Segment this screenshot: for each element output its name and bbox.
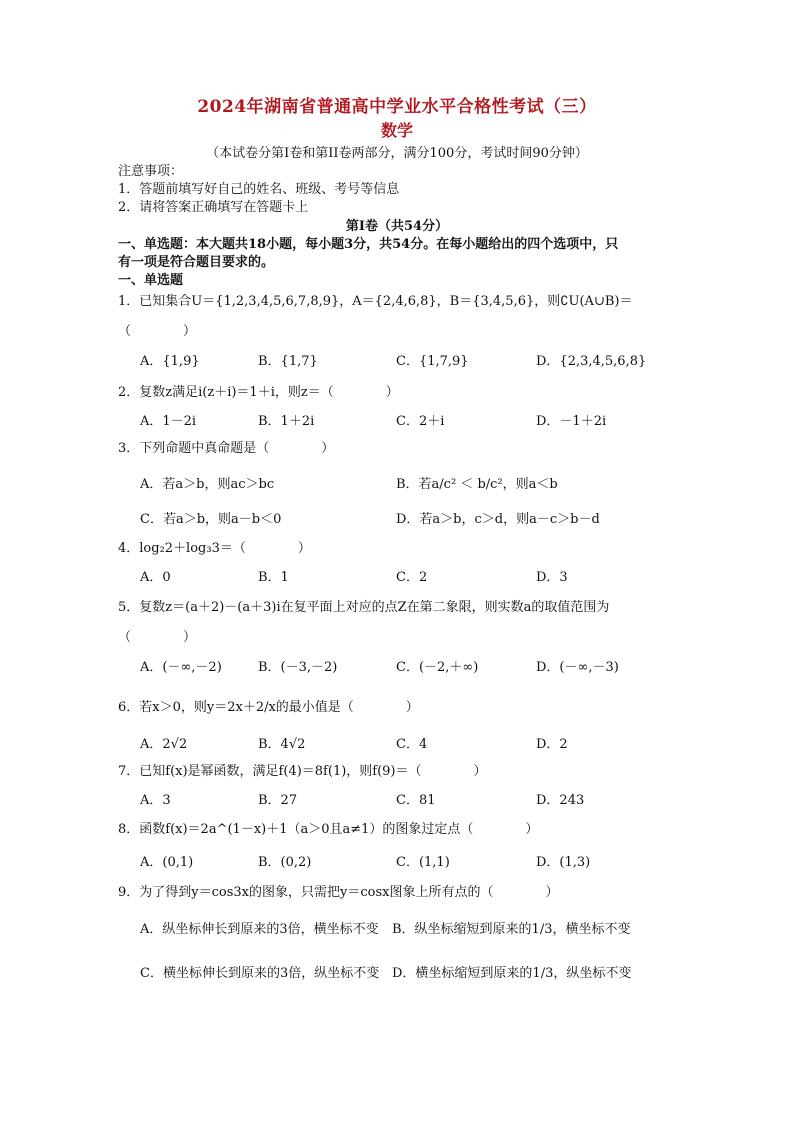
question-stem: 6．若x＞0，则y＝2x＋2/x的最小值是（ ） [118,700,419,715]
section-title: 第I卷（共54分） [345,219,449,234]
notice-item: 2．请将答案正确填写在答题卡上 [118,200,309,215]
option-d: D．(1,3) [536,855,591,870]
question-stem-cont: （ ） [118,630,197,645]
notice-heading: 注意事项： [118,164,184,179]
option-b: B．1＋2i [258,414,315,429]
option-b: B．27 [258,793,298,808]
exam-subject: 数学 [380,121,413,140]
option-d: D．横坐标缩短到原来的1/3，纵坐标不变 [392,966,632,981]
option-b: B．1 [258,570,289,585]
option-d: D．2 [536,737,568,752]
option-c: C．{1,7,9} [396,354,469,369]
option-d: D．3 [536,570,568,585]
question-stem: 9．为了得到y＝cos3x的图象，只需把y＝cosx图象上所有点的（ ） [118,885,559,900]
section-label: 一、单选题 [118,273,184,288]
notice-item: 1．答题前填写好自己的姓名、班级、考号等信息 [118,182,400,197]
option-c: C．4 [396,737,428,752]
option-c: C．(－2,＋∞) [396,660,479,675]
question-stem-cont: （ ） [118,324,197,339]
option-a: A．{1,9} [140,354,200,369]
option-c: C．2 [396,570,428,585]
option-a: A．若a＞b，则ac＞bc [140,477,275,492]
option-b: B．若a/c² ＜ b/c²，则a＜b [396,477,558,492]
option-d: D．(－∞,－3) [536,660,619,675]
option-c: C．(1,1) [396,855,450,870]
option-a: A．0 [140,570,171,585]
option-d: D．若a＞b，c＞d，则a－c＞b－d [396,512,600,527]
section-intro: 有一项是符合题目要求的。 [118,255,275,270]
option-d: D．{2,3,4,5,6,8} [536,354,647,369]
option-d: D．243 [536,793,585,808]
option-a: A．纵坐标伸长到原来的3倍，横坐标不变 [140,922,379,937]
option-b: B．4√2 [258,737,306,752]
option-d: D．－1＋2i [536,414,607,429]
option-a: A．1－2i [140,414,197,429]
option-a: A．(0,1) [140,855,194,870]
option-b: B．纵坐标缩短到原来的1/3，横坐标不变 [392,922,631,937]
option-c: C．若a＞b，则a－b＜0 [140,512,282,527]
option-a: A．(－∞,－2) [140,660,222,675]
exam-note: （本试卷分第I卷和第II卷两部分，满分100分，考试时间90分钟） [206,146,588,161]
question-stem: 7．已知f(x)是幂函数，满足f(4)＝8f(1)，则f(9)＝（ ） [118,764,487,779]
section-intro: 一、单选题：本大题共18小题，每小题3分，共54分。在每小题给出的四个选项中，只 [118,237,619,252]
question-stem: 5．复数z＝(a＋2)－(a＋3)i在复平面上对应的点Z在第二象限，则实数a的取值范围为 [118,600,610,615]
option-c: C．2＋i [396,414,445,429]
question-stem: 1．已知集合U＝{1,2,3,4,5,6,7,8,9}，A＝{2,4,6,8}，B＝{3,4,5,6}，则∁U(A∪B)＝ [118,294,633,309]
exam-title: 2024年湖南省普通高中学业水平合格性考试（三） [197,97,597,117]
option-b: B．(－3,－2) [258,660,338,675]
question-stem: 2．复数z满足i(z＋i)＝1＋i，则z＝（ ） [118,385,399,400]
question-stem: 3．下列命题中真命题是（ ） [118,441,335,456]
question-stem: 8．函数f(x)＝2a^(1－x)＋1（a＞0且a≠1）的图象过定点（ ） [118,822,539,837]
option-b: B．(0,2) [258,855,312,870]
option-c: C．横坐标伸长到原来的3倍，纵坐标不变 [140,966,380,981]
option-a: A．3 [140,793,171,808]
option-c: C．81 [396,793,436,808]
question-stem: 4．log₂2＋log₃3＝（ ） [118,541,311,556]
option-b: B．{1,7} [258,354,318,369]
option-a: A．2√2 [140,737,188,752]
